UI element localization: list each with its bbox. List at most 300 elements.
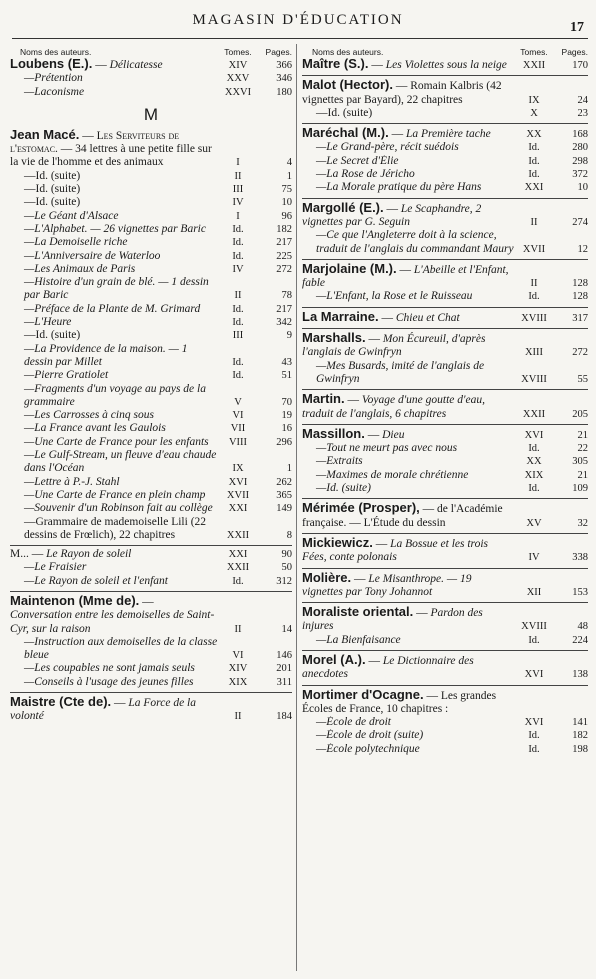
dash-mark <box>24 210 34 222</box>
work-title: La Première tache <box>405 128 491 141</box>
work-title: La Providence de la maison. — 1 dessin par Millet <box>24 342 188 368</box>
tome-number: IV <box>232 263 244 275</box>
author-entry <box>10 128 292 542</box>
work-title: Instruction aux demoiselles de la classe bleue <box>24 635 218 662</box>
author-row <box>302 201 588 230</box>
entry-title <box>10 343 218 370</box>
dash-mark <box>316 141 326 153</box>
separator: — <box>92 59 110 71</box>
entry-row <box>10 636 292 663</box>
entry-title <box>10 236 218 249</box>
separator: — <box>351 572 369 585</box>
work-title: Id. (suite) <box>327 106 373 119</box>
page-number: 4 <box>286 157 292 169</box>
work-title: Maximes de morale chrétienne <box>326 468 469 481</box>
entry-row <box>10 409 292 422</box>
tome-number: IV <box>528 552 540 564</box>
entry-row <box>10 436 292 449</box>
dash-mark <box>24 676 34 688</box>
tome-number: II <box>234 711 242 723</box>
author-name: Mérimée (Prosper), <box>302 501 420 516</box>
work-title: Grammaire de mademoiselle Lili (22 dessins de Frœlich), 22 chapitres <box>24 515 207 541</box>
author-name: Moraliste oriental. <box>302 605 414 620</box>
entry-row <box>302 469 588 482</box>
page-number: 338 <box>572 552 588 564</box>
dash-mark <box>316 729 326 741</box>
entry-title <box>10 575 218 588</box>
separator: — <box>365 654 383 667</box>
tome-number: II <box>234 623 242 635</box>
author-entry <box>302 602 588 647</box>
work-title: Les Carrosses à cinq sous <box>34 409 154 422</box>
dash-mark <box>316 360 326 372</box>
separator: — <box>365 333 383 346</box>
entry-title <box>302 168 514 181</box>
entry-row <box>10 86 292 99</box>
dash-mark <box>316 290 326 302</box>
page-number: 17 <box>570 20 584 35</box>
column-divider <box>296 44 297 971</box>
page-number: 14 <box>281 623 292 635</box>
work-title: Voyage d'une goutte d'eau, traduit de l'anglais, 6 chapitres <box>302 394 485 420</box>
work-title: Lettre à P.-J. Stahl <box>34 475 120 488</box>
author-row <box>10 57 292 72</box>
dash-mark <box>24 575 34 587</box>
page-number: 346 <box>276 73 292 85</box>
work-title: L'Enfant, la Rose et le Ruisseau <box>326 290 473 303</box>
page-number: 9 <box>286 330 292 342</box>
author-entry <box>302 568 588 600</box>
page-number: 312 <box>276 575 292 587</box>
dash-mark <box>24 561 34 573</box>
tome-number: XXII <box>226 562 250 574</box>
separator: — <box>344 394 362 407</box>
tome-number: XXII <box>522 60 546 71</box>
author-entry <box>10 591 292 689</box>
entry-title <box>302 126 514 141</box>
separator: — <box>393 80 411 93</box>
entry-row <box>302 155 588 168</box>
author-row <box>10 695 292 724</box>
tome-number: II <box>530 216 538 228</box>
work-title: Mon Écureuil, d'après l'anglais de Gwinfryn <box>302 333 486 359</box>
tome-number: XVI <box>524 669 544 681</box>
entry-row <box>10 476 292 489</box>
work-title: Les Animaux de Paris <box>34 262 136 275</box>
tome-number: II <box>234 170 242 182</box>
page-number: 48 <box>577 621 588 633</box>
entry-row <box>10 662 292 675</box>
page-number: 372 <box>572 169 588 181</box>
tome-number: XVII <box>226 489 250 501</box>
entry-title <box>302 653 514 682</box>
dash-mark <box>316 168 326 180</box>
entry-title <box>302 469 514 482</box>
entry-title <box>302 716 514 729</box>
work-title: La Rose de Jéricho <box>326 168 415 181</box>
tome-number: Id. <box>528 291 540 303</box>
dash-mark <box>316 229 326 241</box>
entry-row <box>10 303 292 316</box>
entry-title <box>10 489 218 502</box>
work-title: École de droit <box>326 716 391 729</box>
dash-mark <box>24 489 34 501</box>
author-entry <box>302 498 588 530</box>
work-title: Le Rayon de soleil et l'enfant <box>34 574 168 587</box>
tome-number: IX <box>232 463 244 475</box>
work-title: L'Alphabet. — 26 vignettes par Baric <box>34 222 206 235</box>
work-title: Mes Busards, imité de l'anglais de Gwinfryn <box>316 359 485 385</box>
work-title: Les grandes Écoles de France, 10 chapitres : <box>302 689 497 715</box>
dash-mark <box>24 223 34 235</box>
dash-mark <box>24 369 34 381</box>
author-entry <box>10 692 292 724</box>
entry-title <box>10 303 218 316</box>
work-title: La Bienfaisance <box>326 633 401 646</box>
entry-row <box>302 455 588 468</box>
tome-number: III <box>232 184 244 196</box>
separator: — <box>28 548 47 561</box>
author-entry <box>302 57 588 72</box>
tome-number: Id. <box>528 155 540 167</box>
tome-number: XIII <box>524 347 544 359</box>
page-number: 217 <box>276 303 292 315</box>
entry-row <box>302 743 588 756</box>
tome-number: Id. <box>232 303 244 315</box>
work-title: Id. (suite) <box>35 329 81 342</box>
tome-number: XVI <box>228 476 248 488</box>
author-name: Marshalls. <box>302 331 366 346</box>
author-name: M... <box>10 548 29 561</box>
entry-title <box>10 449 218 476</box>
tome-number: Id. <box>232 356 244 368</box>
entry-row <box>302 716 588 729</box>
entry-title <box>302 155 514 168</box>
page-number: 16 <box>281 423 292 435</box>
work-title: Une Carte de France pour les enfants <box>34 435 209 448</box>
dash-mark <box>24 263 34 275</box>
entry-title <box>10 128 218 170</box>
header-rule <box>12 38 588 39</box>
entry-title <box>302 331 514 360</box>
dash-mark <box>24 183 36 195</box>
entry-title <box>302 360 514 387</box>
work-title: Extraits <box>326 455 363 468</box>
author-name: La Marraine. <box>302 309 379 324</box>
tome-number: XIX <box>228 676 248 688</box>
page-number: 96 <box>281 210 292 222</box>
dash-mark <box>24 383 34 395</box>
page-number: 149 <box>276 503 292 515</box>
dash-mark <box>24 409 34 421</box>
tome-number: XXII <box>522 408 546 420</box>
tome-number: Id. <box>528 730 540 742</box>
entry-title <box>10 695 218 724</box>
author-entry <box>302 307 588 325</box>
page-number: 8 <box>286 529 292 541</box>
entry-row <box>10 210 292 223</box>
page-number: 24 <box>577 94 588 106</box>
author-row <box>302 57 588 72</box>
author-row <box>302 605 588 634</box>
author-row <box>302 688 588 717</box>
separator: — <box>139 595 154 608</box>
entry-row <box>302 290 588 303</box>
entry-title <box>10 516 218 543</box>
entry-row <box>10 170 292 183</box>
work-title: La Morale pratique du père Hans <box>326 181 482 194</box>
dash-mark <box>316 634 326 646</box>
entry-title <box>10 276 218 303</box>
entry-title <box>302 634 514 647</box>
work-title: Les Violettes sous la neige <box>385 59 507 71</box>
page-number: 182 <box>276 223 292 235</box>
tome-number: II <box>234 290 242 302</box>
page-number: 274 <box>572 216 588 228</box>
work-title: La Demoiselle riche <box>34 236 128 249</box>
tome-number: XIV <box>228 60 248 71</box>
author-row <box>302 331 588 360</box>
page-number: 55 <box>577 373 588 385</box>
work-title: Histoire d'un grain de blé. — 1 dessin par Baric <box>24 276 209 302</box>
dash-mark <box>24 316 34 328</box>
author-row <box>302 126 588 141</box>
page-number: 201 <box>276 663 292 675</box>
work-title: Chieu et Chat <box>395 311 460 324</box>
entry-title <box>302 310 514 325</box>
tome-number: I <box>236 210 240 222</box>
dash-mark <box>316 716 326 728</box>
tomes-column-label: Tomes. <box>224 47 252 57</box>
entry-title <box>10 170 218 183</box>
tome-number: IV <box>232 197 244 209</box>
work-title: Le Secret d'Élie <box>326 154 399 167</box>
entry-title <box>10 183 218 196</box>
work-title: Conseils à l'usage des jeunes filles <box>34 675 194 688</box>
work-title: Pardon des injures <box>302 607 483 633</box>
page-number: 43 <box>281 356 292 368</box>
author-entry <box>302 650 588 682</box>
page-number: 138 <box>572 669 588 681</box>
page-number: 141 <box>572 717 588 729</box>
entry-row <box>10 250 292 263</box>
page-number: 128 <box>572 291 588 303</box>
tome-number: VI <box>232 410 244 422</box>
entry-row <box>10 236 292 249</box>
page-number: 217 <box>276 237 292 249</box>
tome-number: IX <box>528 94 540 106</box>
work-title: Romain Kalbris (42 vignettes par Bayard), 22 chapitres <box>302 80 502 106</box>
entry-title <box>302 57 514 72</box>
work-title: Le Gulf-Stream, un fleuve d'eau chaude dans l'Océan <box>24 449 217 475</box>
tome-number: V <box>234 396 242 408</box>
entry-row <box>10 329 292 342</box>
entry-title <box>10 662 218 675</box>
tome-number: XVIII <box>521 373 547 385</box>
dash-mark <box>24 636 34 648</box>
entry-title <box>302 107 514 120</box>
entry-title <box>302 729 514 742</box>
work-title: L'Heure <box>34 316 72 329</box>
entry-title <box>10 329 218 342</box>
entry-title <box>302 262 514 291</box>
entry-row <box>10 223 292 236</box>
author-entry <box>302 424 588 495</box>
work-title: Souvenir d'un Robinson fait au collège <box>34 502 213 515</box>
tome-number: XIV <box>228 663 248 675</box>
author-name: Martin. <box>302 392 345 407</box>
work-title: Dieu <box>382 428 405 441</box>
author-entry <box>10 57 292 99</box>
entry-title <box>302 181 514 194</box>
page-number: 51 <box>281 370 292 382</box>
page-number: 170 <box>572 60 588 71</box>
page-number: 317 <box>572 312 588 324</box>
tomes-column-label: Tomes. <box>520 47 548 57</box>
work-title: Les Serviteurs de l'estomac. <box>10 129 180 156</box>
work-title: Le Grand-père, récit suédois <box>326 141 459 154</box>
author-entry <box>302 198 588 256</box>
tome-number: XV <box>526 517 542 529</box>
entry-row <box>10 516 292 543</box>
entry-title <box>10 436 218 449</box>
separator: — <box>372 537 391 550</box>
dash-mark <box>24 436 34 448</box>
separator: — <box>111 697 129 710</box>
entry-title <box>302 455 514 468</box>
tome-number: XXI <box>228 503 248 515</box>
work-title: Le Scaphandre, 2 vignettes par G. Seguin <box>302 202 482 228</box>
entry-row <box>10 449 292 476</box>
tome-number: Id. <box>528 483 540 495</box>
page-number: 21 <box>577 429 588 441</box>
entry-title <box>10 57 218 72</box>
entry-title <box>10 476 218 489</box>
tome-number: XXVI <box>224 86 252 98</box>
tome-number: XXV <box>226 73 250 85</box>
author-entry <box>302 389 588 421</box>
author-name: Morel (A.). <box>302 652 366 667</box>
work-title: Une Carte de France en plein champ <box>34 488 206 501</box>
work-title: Id. (suite) <box>326 482 371 495</box>
entry-title <box>10 383 218 410</box>
page-number: 272 <box>572 347 588 359</box>
entry-row <box>10 422 292 435</box>
page-number: 224 <box>572 634 588 646</box>
dash-mark <box>24 236 34 248</box>
dash-mark <box>24 476 34 488</box>
author-row <box>302 571 588 600</box>
entry-row <box>10 369 292 382</box>
tome-number: Id. <box>232 237 244 249</box>
entry-title <box>302 536 514 565</box>
tome-number: Id. <box>232 370 244 382</box>
author-entry <box>302 259 588 304</box>
tome-number: XVI <box>524 717 544 729</box>
column-header <box>302 44 588 57</box>
tome-number: XIX <box>524 469 544 481</box>
page-number: 342 <box>276 317 292 329</box>
entry-title <box>10 594 218 636</box>
tome-number: VI <box>232 650 244 662</box>
column-header <box>10 44 292 57</box>
page-number: 50 <box>281 562 292 574</box>
pages-column-label: Pages. <box>561 47 588 57</box>
separator: — <box>364 428 383 441</box>
entry-row <box>302 229 588 256</box>
author-row <box>302 310 588 325</box>
page-number: 365 <box>276 489 292 501</box>
entry-row <box>302 181 588 194</box>
entry-title <box>302 571 514 600</box>
author-name: Mortimer d'Ocagne. <box>302 687 424 702</box>
page-number: 366 <box>276 60 292 71</box>
dash-mark <box>24 196 36 208</box>
author-entry <box>302 533 588 565</box>
author-row <box>10 594 292 636</box>
author-name: Maréchal (M.). <box>302 126 389 141</box>
dash-mark <box>316 181 326 193</box>
page-number: 1 <box>286 170 292 182</box>
entry-row <box>10 276 292 303</box>
work-title: Le Misanthrope. — 19 vignettes par Tony Johannot <box>302 572 472 598</box>
entry-title <box>302 78 514 107</box>
author-row <box>302 427 588 442</box>
authors-column-label: Noms des auteurs. <box>20 47 92 57</box>
entry-title <box>10 561 218 574</box>
author-entry <box>302 123 588 194</box>
tome-number: Id. <box>528 169 540 181</box>
page-number: 168 <box>572 129 588 141</box>
page-number: 32 <box>577 517 588 529</box>
tome-number: Id. <box>232 317 244 329</box>
page-number: 75 <box>281 184 292 196</box>
work-title: Le Géant d'Alsace <box>34 209 119 222</box>
separator: — <box>368 59 386 71</box>
work-title: La France avant les Gaulois <box>34 422 166 435</box>
author-name: Jean Macé. <box>10 127 80 142</box>
author-row <box>10 548 292 561</box>
page-number: 10 <box>281 197 292 209</box>
entry-row <box>302 168 588 181</box>
pages-column-label: Pages. <box>265 47 292 57</box>
work-title: Délicatesse <box>109 59 163 71</box>
entry-title <box>10 263 218 276</box>
dash-mark <box>316 743 326 755</box>
tome-number: XXII <box>226 529 250 541</box>
entry-title <box>302 201 514 230</box>
dash-mark <box>24 276 34 288</box>
tome-number: Id. <box>232 223 244 235</box>
entry-title <box>10 636 218 663</box>
entry-title <box>302 427 514 442</box>
entry-title <box>10 502 218 515</box>
tome-number: Id. <box>528 634 540 646</box>
separator: — <box>383 202 401 215</box>
author-entry <box>302 685 588 756</box>
work-title: Id. (suite) <box>35 169 81 182</box>
tome-number: II <box>530 278 538 290</box>
authors-column-label: Noms des auteurs. <box>312 47 384 57</box>
entry-title <box>302 688 514 717</box>
page-number: 272 <box>276 263 292 275</box>
dash-mark <box>24 343 34 355</box>
entry-row <box>10 196 292 209</box>
author-name: Maintenon (Mme de). <box>10 593 140 608</box>
entry-title <box>302 482 514 495</box>
tome-number: XXI <box>228 549 248 561</box>
entry-row <box>10 183 292 196</box>
